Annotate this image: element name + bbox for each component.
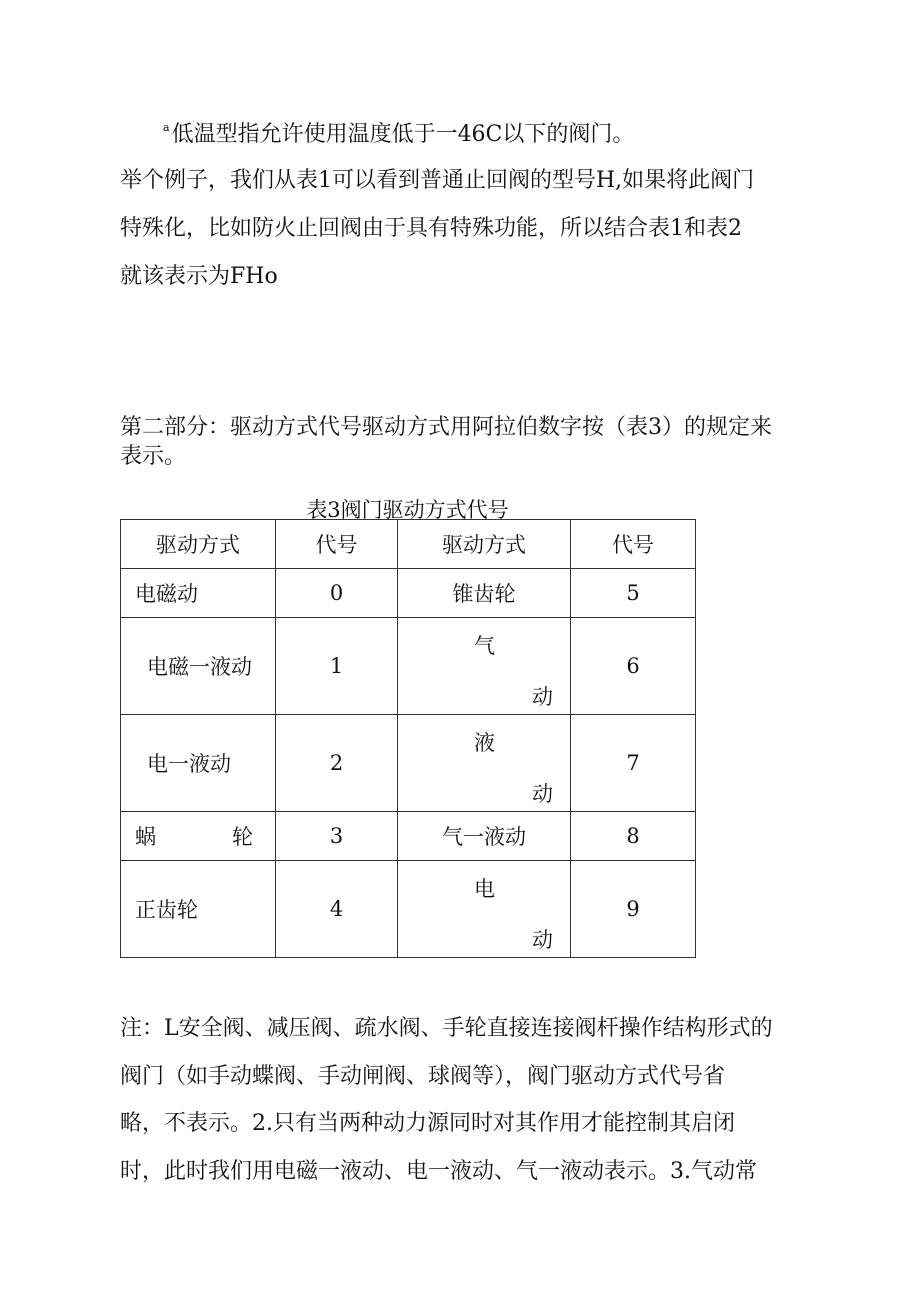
table-row <box>121 569 696 618</box>
drive-method-cell: 正齿轮 <box>121 861 276 958</box>
drive-code-table <box>120 519 696 958</box>
drive-method-char: 气 <box>474 634 495 658</box>
table-row <box>121 715 696 812</box>
drive-method-char: 动 <box>532 928 553 952</box>
drive-method-cell <box>121 812 276 861</box>
code-cell: 8 <box>571 812 696 861</box>
drive-method-cell: 电磁一液动 <box>121 618 276 715</box>
drive-method-cell: 气一液动 <box>398 812 571 861</box>
table-header-row <box>121 520 696 569</box>
code-cell: 7 <box>571 715 696 812</box>
table-row <box>121 618 696 715</box>
code-cell: 2 <box>276 715 398 812</box>
table-row <box>121 812 696 861</box>
section-heading-line: 表示。 <box>120 444 187 469</box>
table-caption: 表3阀门驱动方式代号 <box>306 498 509 522</box>
code-cell: 5 <box>571 569 696 618</box>
drive-method-cell <box>398 618 571 715</box>
note-line: 注：L安全阀、减压阀、疏水阀、手轮直接连接阀杆操作结构形式的 <box>120 1016 773 1041</box>
paragraph-line: 就该表示为FHo <box>120 264 278 289</box>
drive-method-cell: 锥齿轮 <box>398 569 571 618</box>
code-cell: 0 <box>276 569 398 618</box>
code-cell: 9 <box>571 861 696 958</box>
drive-method-char: 轮 <box>232 825 253 849</box>
section-heading-line: 第二部分：驱动方式代号驱动方式用阿拉伯数字按（表3）的规定来 <box>120 415 772 440</box>
paragraph-line: 特殊化，比如防火止回阀由于具有特殊功能，所以结合表1和表2 <box>120 216 742 241</box>
footnote-line <box>163 122 634 146</box>
drive-method-char: 电 <box>474 877 495 901</box>
note-line: 略，不表示。2.只有当两种动力源同时对其作用才能控制其启闭 <box>120 1111 735 1136</box>
header-cell: 代号 <box>571 520 696 569</box>
note-line: 时，此时我们用电磁一液动、电一液动、气一液动表示。3.气动常 <box>120 1159 757 1184</box>
footnote-text: 低温型指允许使用温度低于一46C以下的阀门。 <box>171 122 635 147</box>
note-line: 阀门（如手动蝶阀、手动闸阀、球阀等），阀门驱动方式代号省 <box>120 1064 726 1089</box>
code-cell: 4 <box>276 861 398 958</box>
drive-method-cell <box>398 715 571 812</box>
drive-method-cell <box>398 861 571 958</box>
drive-method-cell: 电磁动 <box>121 569 276 618</box>
paragraph-line: 举个例子，我们从表1可以看到普通止回阀的型号H,如果将此阀门 <box>120 168 755 193</box>
drive-method-char: 动 <box>532 782 553 806</box>
code-cell: 3 <box>276 812 398 861</box>
code-cell: 6 <box>571 618 696 715</box>
drive-method-char: 动 <box>532 685 553 709</box>
header-cell: 驱动方式 <box>121 520 276 569</box>
footnote-marker: a <box>163 121 170 134</box>
code-cell: 1 <box>276 618 398 715</box>
drive-method-char: 液 <box>474 731 495 755</box>
header-cell: 驱动方式 <box>398 520 571 569</box>
header-cell: 代号 <box>276 520 398 569</box>
drive-method-cell: 电一液动 <box>121 715 276 812</box>
table-row <box>121 861 696 958</box>
drive-method-char: 蜗 <box>135 825 156 849</box>
